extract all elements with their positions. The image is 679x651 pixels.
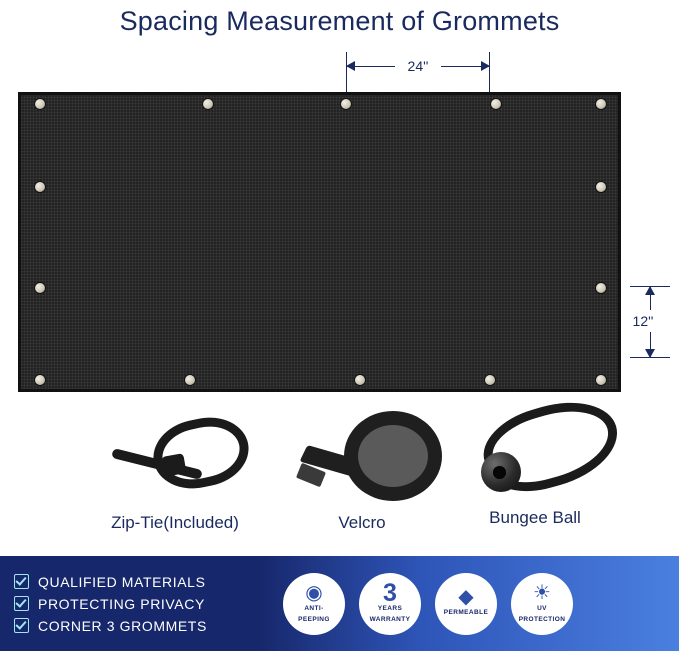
grommet-left [35, 182, 45, 192]
feature-item [14, 596, 269, 612]
grommet-corner-br [596, 375, 606, 385]
feature-label: PROTECTING PRIVACY [38, 595, 205, 612]
dimension-side-12 [626, 280, 672, 364]
grommet-corner-tr [596, 99, 606, 109]
badge-line2: WARRANTY [369, 615, 411, 623]
check-icon [14, 596, 29, 611]
dimension-top-24 [340, 52, 496, 88]
feature-item [14, 618, 269, 634]
grommet-corner-bl [35, 375, 45, 385]
check-icon [14, 574, 29, 589]
mesh-fabric [18, 92, 621, 392]
badge-uv-protection [511, 573, 573, 635]
footer-banner [0, 556, 679, 651]
accessory-caption: Bungee Ball [489, 508, 581, 527]
accessory-caption: Velcro [338, 513, 386, 532]
warranty-icon: 3 [383, 578, 397, 607]
bungee-ball-icon [435, 400, 635, 500]
dimension-tick-right [489, 52, 490, 92]
grommet-left [35, 283, 45, 293]
water-drop-icon: ◆ [458, 585, 474, 608]
mesh-panel [18, 92, 621, 392]
grommet-right [596, 283, 606, 293]
page-title: Spacing Measurement of Grommets [119, 5, 560, 36]
accessory-zip-tie [75, 405, 275, 533]
eye-slash-icon: ◉ [305, 581, 323, 604]
arrow-right-icon [481, 61, 490, 71]
grommet-top [341, 99, 351, 109]
zip-tie-icon [75, 405, 275, 505]
grommet-bottom [485, 375, 495, 385]
arrow-down-icon [645, 349, 655, 358]
badge-warranty [359, 573, 421, 635]
arrow-left-icon [346, 61, 355, 71]
badge-permeable [435, 573, 497, 635]
grommet-bottom [185, 375, 195, 385]
accessory-caption: Zip-Tie(Included) [111, 513, 239, 532]
uv-sun-icon: ☀ [533, 581, 551, 604]
badge-row [269, 573, 573, 635]
check-icon [14, 618, 29, 633]
accessory-velcro [262, 405, 462, 533]
badge-line1: ANTI- [304, 604, 324, 612]
grommet-bottom [355, 375, 365, 385]
badge-line1: UV [537, 604, 547, 612]
grommet-right [596, 182, 606, 192]
feature-list [0, 568, 269, 640]
badge-line2: PROTECTION [518, 615, 566, 623]
arrow-up-icon [645, 286, 655, 295]
dimension-tick-left [346, 52, 347, 92]
feature-label: CORNER 3 GROMMETS [38, 617, 207, 634]
accessory-bungee-ball [435, 400, 635, 528]
grommet-top [203, 99, 213, 109]
badge-line1: PERMEABLE [443, 608, 489, 616]
velcro-icon [262, 405, 462, 505]
dimension-top-label: 24'' [395, 52, 441, 80]
badge-line1: YEARS [377, 604, 403, 612]
feature-label: QUALIFIED MATERIALS [38, 573, 206, 590]
grommet-corner-tl [35, 99, 45, 109]
badge-line2: PEEPING [298, 615, 330, 623]
dimension-side-label: 12'' [626, 310, 660, 332]
grommet-top [491, 99, 501, 109]
feature-item [14, 574, 269, 590]
badge-anti-peeping [283, 573, 345, 635]
